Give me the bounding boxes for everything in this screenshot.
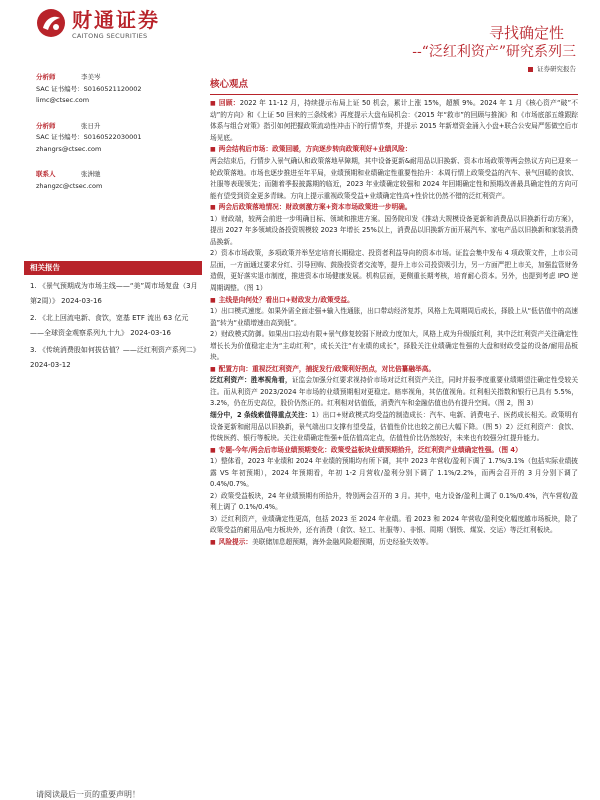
- related-report-item[interactable]: 2. 《北上回流电新、食饮，宽基 ETF 流出 63 亿元——全球资金观察系列九十九》 2024-03-16: [30, 314, 189, 337]
- analyst-card: [36, 121, 202, 156]
- analyst-role: 联系人: [36, 170, 56, 178]
- analyst-cert: SAC 证书编号：S0160521120002: [36, 84, 142, 93]
- paragraph-risk: [210, 537, 578, 549]
- brand-name-en: CAITONG SECURITIES: [72, 32, 148, 40]
- analyst-email[interactable]: zhangzc@ctsec.com: [36, 181, 103, 190]
- core-views-heading: 核心观点: [210, 78, 578, 95]
- report-type: [528, 65, 576, 75]
- dividend-text: 证监会加强分红要求视持价市场对泛红利资产关注，同时并报季度重要业绩期望注确定性受较关注。而从利资产 2023/2024 年市场的业绩预期相对更稳定。赔率视角，其估值视角。红利相关指数和银行已具有 5.5%，3.2%，仍在历史高位，股价仍然正的。红利相对估值低，消费汽车和金融估值也仍有提升空间。（图 2，图 3）: [210, 376, 579, 408]
- paragraph-policy-sectors: 2）政策受益板块，24 年业绩预期有所拾升，特别两会召开的 3 月。其中，电力设备/盈利上调了 0.1%/0.4%，汽车营收/盈利上调了 0.1%/0.4%。: [210, 491, 578, 512]
- allocation-lead: ■ 配置方向：重视泛红利资产，捕捉发行/政策利好拐点，对比倍纂融举高。: [210, 365, 435, 373]
- paragraph-two-threads: [210, 410, 578, 445]
- paragraph-special-topic: [210, 445, 578, 457]
- review-lead: ■ 回顾：: [210, 99, 240, 107]
- analyst-email[interactable]: limc@ctsec.com: [36, 96, 90, 104]
- report-title: 寻找确定性: [488, 24, 564, 42]
- paragraph-dividend-assets: [210, 375, 578, 410]
- paragraph-mainline: [210, 295, 578, 307]
- analyst-panel: [36, 72, 202, 206]
- paragraph-review: [210, 98, 578, 144]
- paragraph-export-mode: 1）出口模式速度。如果外需全面走强+输入性通胀，出口带动经济复苏，风格上先周期周后成长，择股上从“低估值中的高速盈”转为“业绩增速由高到低”。: [210, 307, 578, 327]
- paragraph-capital-market: 2）资本市场政策，多项政策并举坚定培育长期稳定、投资者利益导向的资本市场。证监会集中发布 4 项政策文件，上市公司层面，一方面通过要求分红、引导回购、鼓励投资者交流等，提升上市公司投资吸引力，另一方面严把上市关，加强监管财务造假，更好落实退市制度，推进资本市场健康发展。机构层面，更侧重长期考核，培育耐心资本。另外，也提到考虑 IPO 逆周期调整。（图 1）: [210, 249, 578, 292]
- threads-text: 1）出口+财政模式均受益的制造成长：汽车、电新、消费电子、医药成长相关。政策明有设备更新和耐用品以旧换新，景气端出口支撑有望受益，估值性价比也较之前已大幅下降。（图 5）2）泛红利资产：食饮、传统医药、银行等板块。关注业绩确定性强+低估值高定点，估值性价比仍然较好，未来也有较强分红提升能力。: [210, 411, 579, 443]
- paragraph-dividend-sectors: 3）泛红利资产，业绩确定性更高，包括 2023 至 2024 年业绩。看 2023 和 2024 年营收/盈利变化幅度越市场板块，除了政策受益的耐用品/电力板块外，还有消费（食饮、轻工、社服等）、非银、周期（钢铁、煤炭、交运）等泛红利板块。: [210, 514, 578, 535]
- square-bullet-icon: [528, 67, 533, 72]
- topic-lead: ■ 专题-今年/两会后市场业绩预期变化：政策受益板块业绩预期拾升，泛红利资产业绩确定性强。（图 4）: [210, 446, 522, 454]
- brand-name-cn: 财通证券: [72, 8, 160, 32]
- analyst-card: [36, 72, 202, 107]
- analyst-role: 分析师: [36, 121, 56, 130]
- review-text: 2022 年 11-12 月，持续提示布局上证 50 机会，累计上涨 15%，超额 9%。2024 年 1 月《核心资产“破”不动”的方向》和《上证 50 回来的三条线索》再度提示大盘布局机会：《2015 年“救市”的回顾与推演》和《市场底部五维跟踪体系与组合对策》指引如何把握政策流动性冲击下的行情节奏，并提示 2015 年新增资金涌入小盘+联合公安局严惩做空后市场见底。: [210, 99, 578, 142]
- analyst-name: 张洲驰: [81, 170, 101, 178]
- paragraph-allocation: [210, 364, 578, 376]
- paragraph-fiscal: 1）财政端，较两会前进一步明确目标、领域和推进方案。国务院印发《推动大规模设备更新和消费品以旧换新行动方案》，提出 2027 年多领域设备投资规模较 2023 年增长 25%以上，消费品以旧换新方面开展汽车、家电产品以旧换新和家装消费品换新。: [210, 214, 578, 246]
- caitong-logo-icon: [36, 8, 66, 38]
- dividend-lead: 泛红利资产：胜率视角看，: [210, 376, 292, 385]
- policy-lead: ■ 两会后政策落地情况：财政刺激方案+资本市场政策进一步明确。: [210, 203, 412, 211]
- market-lead: ■ 两会结构后市场：政策回暖，方向逐步转向政策利好+业绩风险：: [210, 145, 412, 153]
- related-reports-list: [30, 279, 200, 375]
- report-type-label: 证券研究报告: [537, 65, 576, 73]
- footer-disclaimer: 请阅读最后一页的重要声明！: [36, 790, 140, 799]
- related-reports-heading: 相关报告: [24, 261, 202, 275]
- analyst-card: [36, 169, 202, 192]
- analyst-name: 张日升: [81, 121, 101, 130]
- paragraph-policy-landing: [210, 202, 578, 214]
- analyst-email[interactable]: zhangrs@ctsec.com: [36, 144, 102, 153]
- related-report-item[interactable]: 1. 《景气预期成为市场主线——“美”周市场复盘（3月第2周）》 2024-03-16: [30, 282, 198, 305]
- analyst-role: 分析师: [36, 73, 56, 81]
- threads-lead: 细分中，2 条线索值得重点关注：: [210, 411, 312, 420]
- main-content: [210, 78, 578, 549]
- risk-text: 美联储加息超预期，海外金融风险超预期，历史经验失效等。: [252, 538, 433, 547]
- related-report-item[interactable]: 3. 《传统消费股如何拔估值？——泛红利资产系列二》 2024-03-12: [30, 346, 200, 369]
- paragraph-market-body: 两会结束后，行情步入景气确认和政策落地早障期，其中设备更新&耐用品以旧换新、资本市场政策等两会热议方向已迎来一轮政策落地。市场也逐步推进至年平局，业绩预期和业绩确定性重要性抬升：本周行情上政策受益的汽车、景气回暖的食饮、社服等表现领先；而随着季报披露期的临近，2023 年业绩确定较强和 2024 年回期确定性和预期改善最具确定性的方向可能有望受到资金更多青睐。方向上提示重视政策受益+业绩确定性高+性价比仍然不错的泛红利资产。: [210, 156, 578, 200]
- company-logo: [36, 8, 186, 44]
- analyst-cert: SAC 证书编号：S0160522030001: [36, 133, 142, 141]
- risk-lead: ■ 风险提示：: [210, 538, 252, 546]
- paragraph-market-after-sessions: [210, 144, 578, 156]
- report-subtitle: --“泛红利资产”研究系列三: [412, 44, 576, 60]
- paragraph-fiscal-mode: 2）财政模式防御。如果出口拉动有限+景气修复较弱下财政力度加大，风格上成为升级版红利，其中泛红利资产关注确定性增长长为价值稳定走为“主动红利”，成长关注“有业绩的成长”，择股关注业绩确定性强的大盘和财政受益的设备/耐用品板块。: [210, 330, 578, 362]
- mainline-lead: ■ 主线是向何处？看出口+财政发力/政策受益。: [210, 296, 354, 304]
- analyst-name: 李美岑: [81, 73, 101, 81]
- paragraph-overall: 1）整体看，2023 年业绩和 2024 年业绩的预期均有所下调，其中 2023 年营收/盈利下调了 1.7%/3.1%（包括实际业绩披露 VS 年初预期），2024 年预期看，年初 1-2 月营收/盈利分别下调了 1.1%/2.2%，而两会召开的 3 月分别下调了 0.4%/0.7%。: [210, 457, 578, 489]
